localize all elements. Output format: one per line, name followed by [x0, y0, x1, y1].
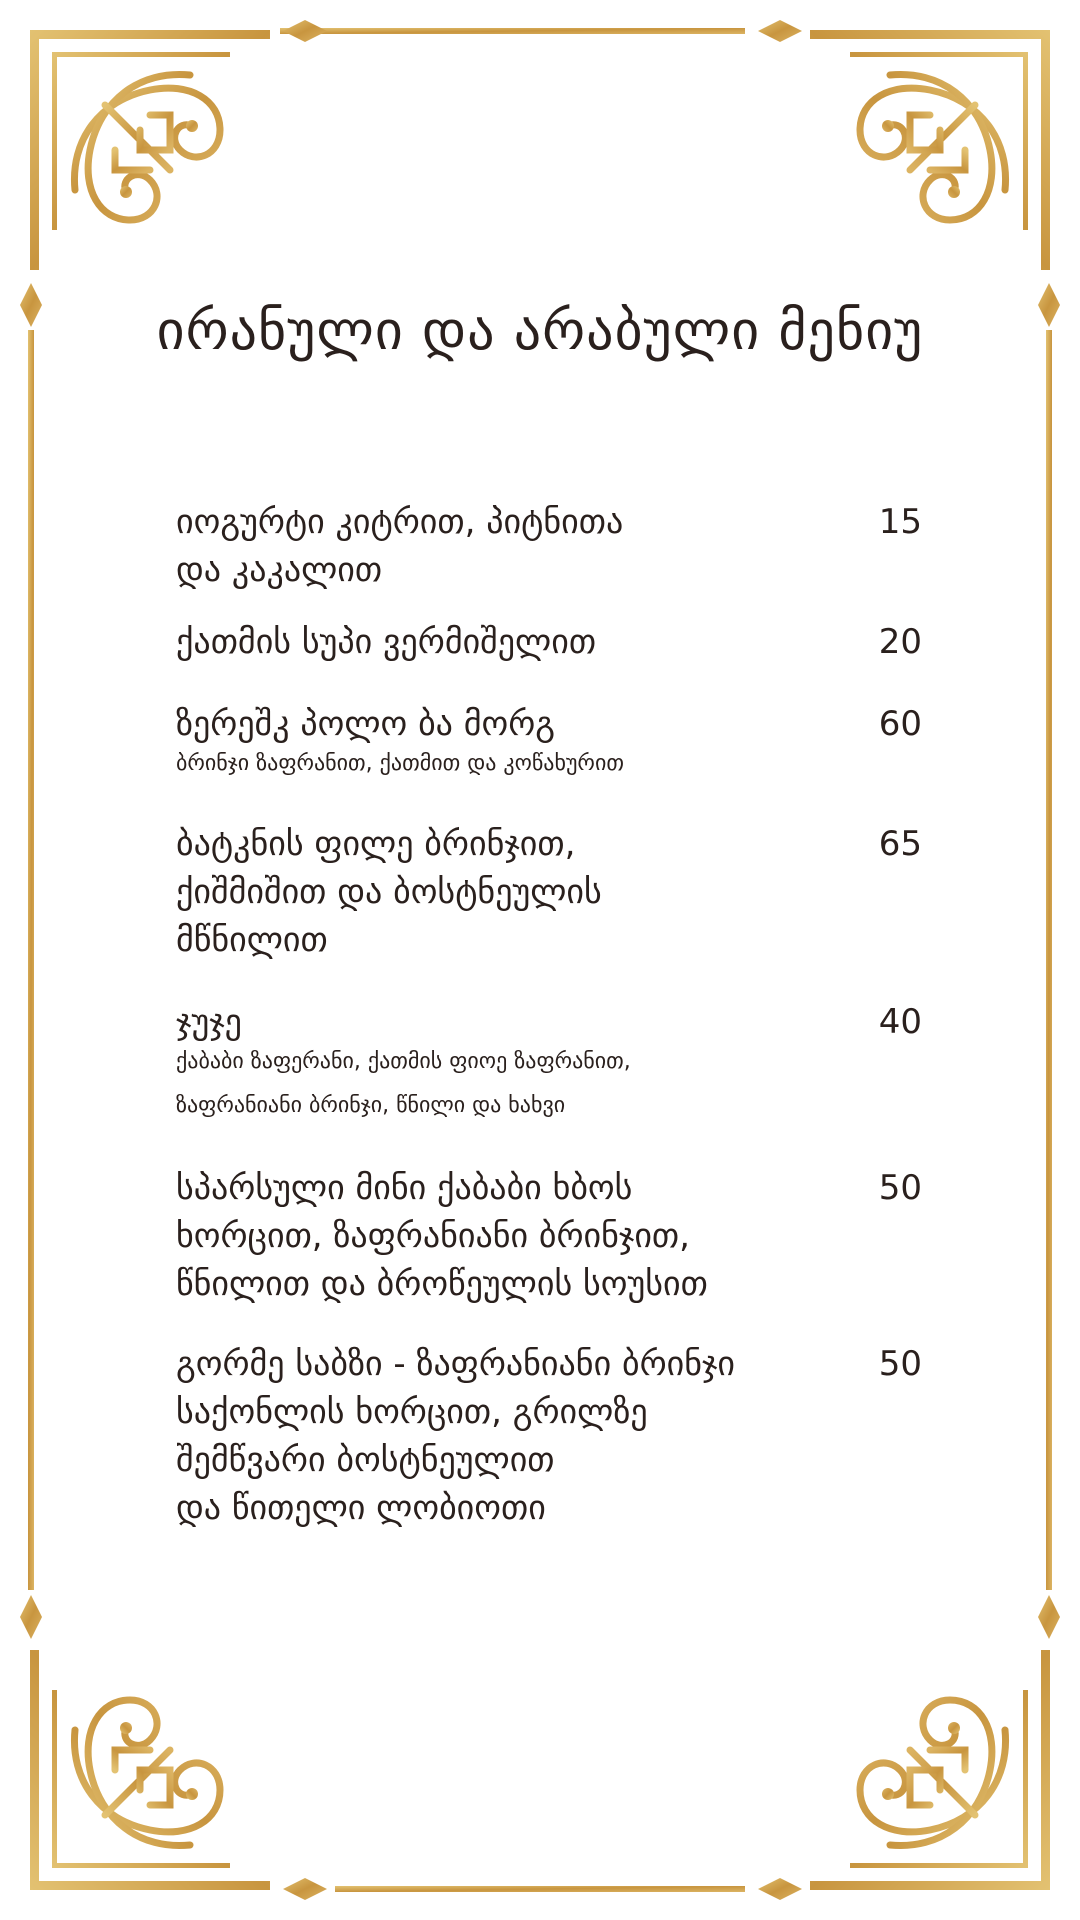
menu-item-name: ჯუჯე — [176, 1002, 242, 1042]
menu-list — [176, 498, 922, 1540]
menu-item-name: ქათმის სუპი ვერმიშელით — [176, 622, 597, 662]
gold-filigree-corner-icon — [810, 30, 1050, 270]
menu-item-price: 15 — [878, 502, 922, 542]
menu-item-price: 50 — [878, 1168, 922, 1208]
menu-item — [176, 998, 922, 1164]
menu-item — [176, 820, 922, 998]
menu-item-name: სპარსული მინი ქაბაბი ხბოს ხორცით, ზაფრანიანი ბრინჯით, წნილით და ბროწეულის სოუსით — [176, 1168, 708, 1304]
menu-item-price: 60 — [878, 704, 922, 744]
gold-filigree-corner-icon — [30, 1650, 270, 1890]
menu-item — [176, 498, 922, 618]
menu-item-price: 50 — [878, 1344, 922, 1384]
menu-item-name: გორმე საბზი - ზაფრანიანი ბრინჯი საქონლის ხორცით, გრილზე შემწვარი ბოსტნეულით და წითელი ლობიოთი — [176, 1344, 736, 1528]
menu-item — [176, 1164, 922, 1340]
menu-item-description: ქაბაბი ზაფერანი, ქათმის ფიოე ზაფრანით, ზაფრანიანი ბრინჯი, წნილი და ხახვი — [176, 1049, 631, 1118]
gold-filigree-corner-icon — [810, 1650, 1050, 1890]
menu-item-name: ზერეშკ პოლო ბა მორგ — [176, 704, 556, 744]
menu-item — [176, 1340, 922, 1540]
menu-title: ირანული და არაბული მენიუ — [156, 299, 924, 362]
menu-item-price: 20 — [878, 622, 922, 662]
menu-item — [176, 618, 922, 700]
menu-item — [176, 700, 922, 820]
menu-item-name: იოგურტი კიტრით, პიტნითა და კაკალით — [176, 502, 624, 590]
menu-item-description: ბრინჯი ზაფრანით, ქათმით და კოწახურით — [176, 751, 624, 776]
gold-filigree-corner-icon — [30, 30, 270, 270]
menu-item-name: ბატკნის ფილე ბრინჯით, ქიშმიშით და ბოსტნეულის მწნილით — [176, 824, 602, 960]
menu-item-price: 65 — [878, 824, 922, 864]
menu-item-price: 40 — [878, 1002, 922, 1042]
